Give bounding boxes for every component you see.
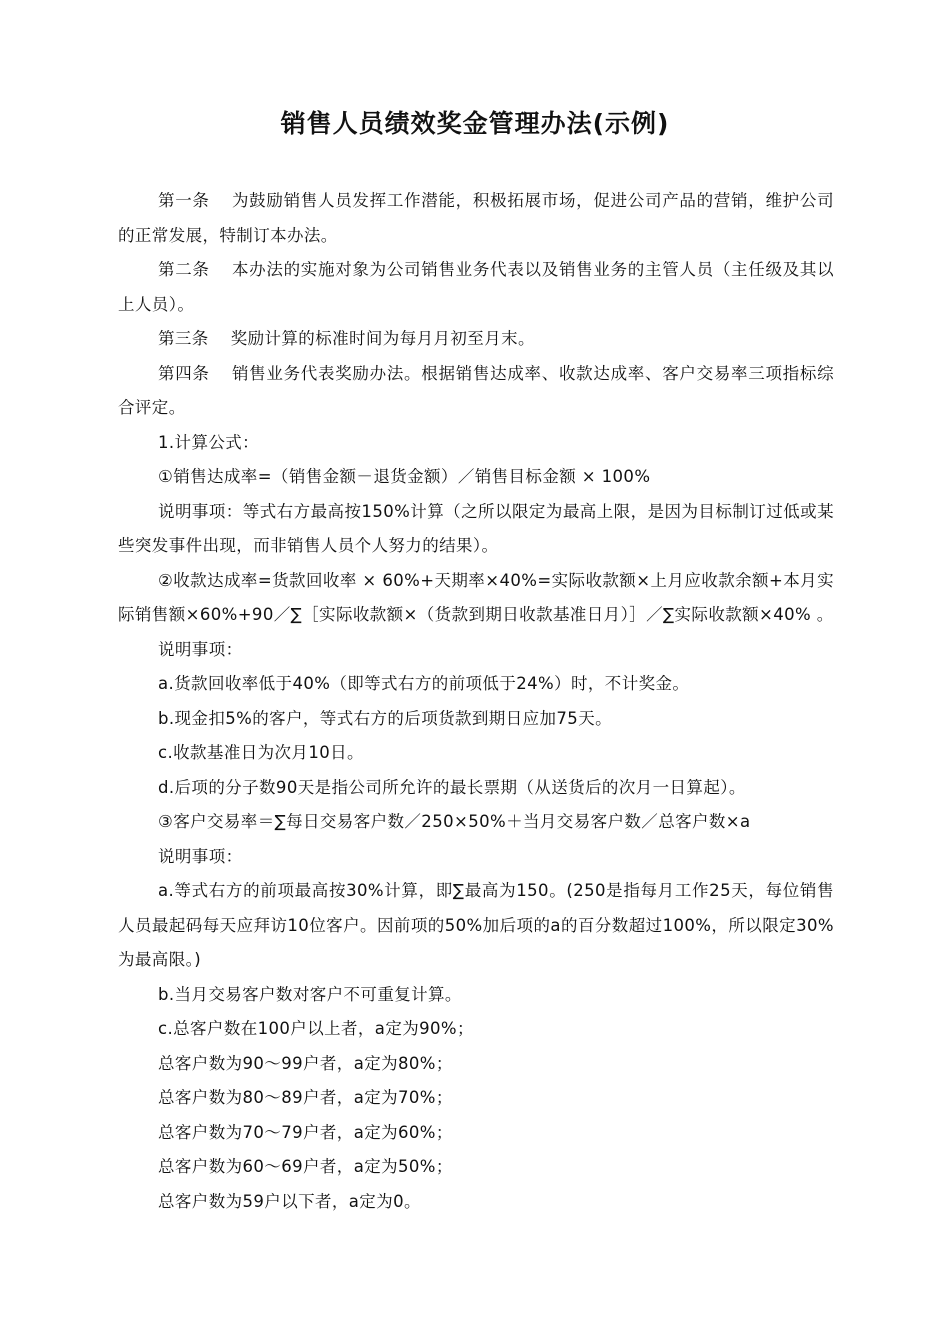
note-heading: 说明事项： (158, 639, 243, 659)
article-label: 第四条 (158, 363, 210, 383)
note-item: d.后项的分子数90天是指公司所允许的最长票期（从送货后的次月一日算起）。 (158, 777, 746, 797)
note-item: b.现金扣5%的客户，等式右方的后项货款到期日应加75天。 (158, 708, 612, 728)
note-item: c.总客户数在100户以上者，a定为90%； (158, 1019, 474, 1038)
note-item: c.收款基准日为次月10日。 (158, 743, 364, 762)
article-label: 第一条 (158, 191, 210, 210)
note-item: a.等式右方的前项最高按30%计算，即∑最高为150。(250是指每月工作25天，每位销售人员最起码每天应拜访10位客户。因前项的50%加后项的a的百分数超过100%，所以限定30%为最高限。) (118, 881, 834, 969)
document-title: 销售人员绩效奖金管理办法(示例) (280, 109, 670, 138)
note-item: b.当月交易客户数对客户不可重复计算。 (158, 984, 462, 1004)
tier-item: 总客户数为59户以下者，a定为0。 (158, 1191, 421, 1211)
article-text: 奖励计算的标准时间为每月月初至月末。 (230, 329, 535, 348)
article-label: 第二条 (158, 260, 210, 279)
article-text: 销售业务代表奖励办法。根据销售达成率、收款达成率、客户交易率三项指标综合评定。 (118, 363, 835, 417)
note-item: a.货款回收率低于40%（即等式右方的前项低于24%）时，不计奖金。 (158, 674, 690, 693)
formula-collection-rate: ②收款达成率=货款回收率 × 60%+天期率×40%=实际收款额×上月应收款余额+本月实际销售额×60%+90／∑［实际收款额×（货款到期日收款基准日月）］／∑实际收款额×40% 。 (118, 570, 834, 624)
article-1 (118, 184, 834, 253)
formula-customer-rate: ③客户交易率＝∑每日交易客户数／250×50%＋当月交易客户数／总客户数×a (158, 812, 751, 831)
article-2 (118, 253, 834, 322)
tier-item: 总客户数为90～99户者，a定为80%； (158, 1053, 453, 1073)
article-text: 本办法的实施对象为公司销售业务代表以及销售业务的主管人员（主任级及其以上人员）。 (118, 260, 835, 314)
tier-item: 总客户数为70～79户者，a定为60%； (158, 1122, 453, 1142)
article-text: 为鼓励销售人员发挥工作潜能，积极拓展市场，促进公司产品的营销，维护公司的正常发展，特制订本办法。 (118, 191, 835, 245)
tier-item: 总客户数为80～89户者，a定为70%； (158, 1088, 453, 1107)
article-label: 第三条 (158, 329, 209, 348)
section-heading: 1.计算公式： (158, 432, 260, 452)
note-heading: 说明事项： (158, 846, 243, 866)
document-body (118, 184, 834, 1219)
article-4 (118, 357, 834, 426)
tier-item: 总客户数为60～69户者，a定为50%； (158, 1157, 453, 1176)
article-3 (118, 322, 834, 357)
formula-sales-rate: ①销售达成率=（销售金额－退货金额）／销售目标金额 × 100% (158, 467, 651, 486)
formula-sales-note: 说明事项：等式右方最高按150%计算（之所以限定为最高上限，是因为目标制订过低或某些突发事件出现，而非销售人员个人努力的结果）。 (118, 501, 834, 555)
